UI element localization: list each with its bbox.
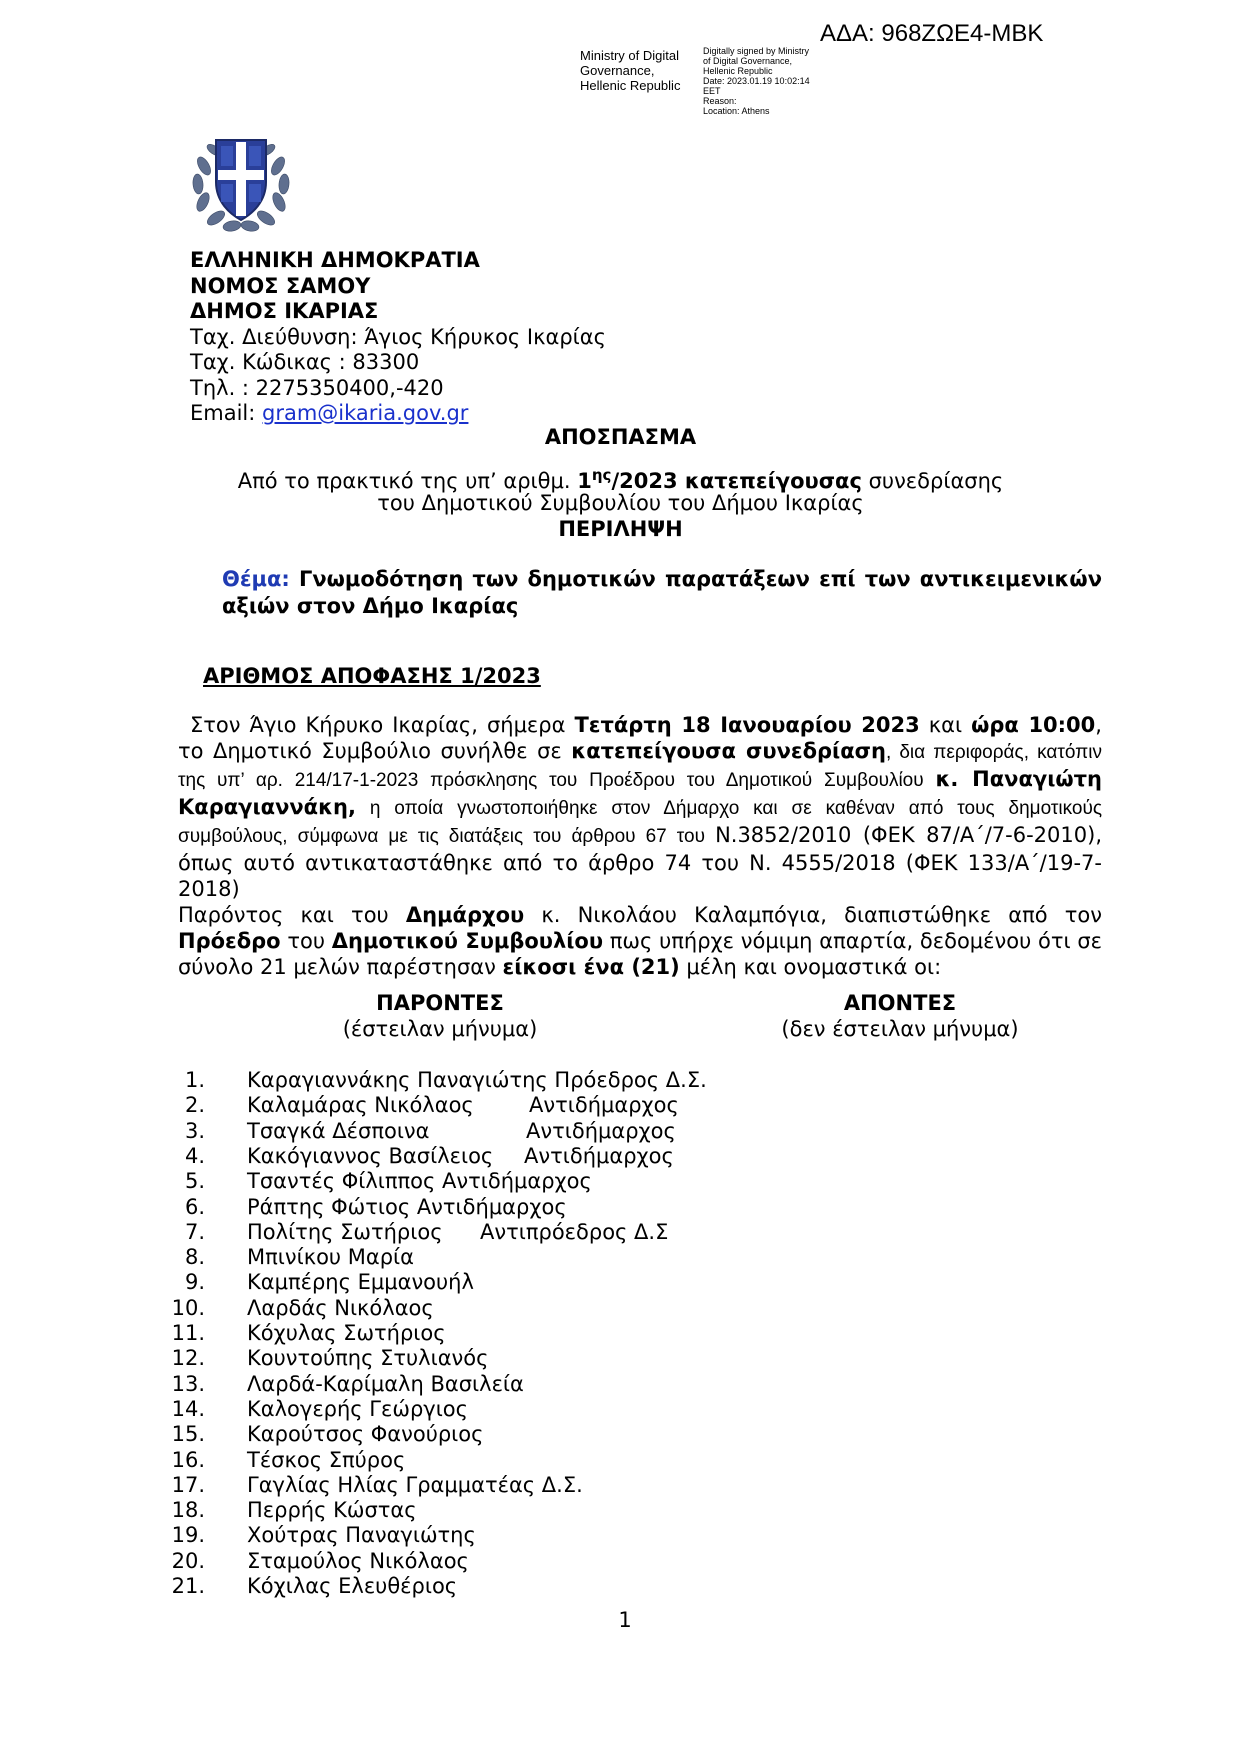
member-number: 13. (171, 1371, 205, 1396)
body-text-span: , το Δημοτικό Συμβούλιο συνήλθε σε (178, 713, 1102, 763)
attendance-count: είκοσι ένα (21) (502, 955, 680, 979)
member-name: Λαρδά-Καρίμαλη Βασιλεία (247, 1371, 524, 1396)
body-text-span: του (280, 929, 332, 953)
extract-title: ΑΠΟΣΠΑΣΜΑ (544, 425, 697, 449)
signature-detail-line: Reason: (703, 96, 737, 106)
body-text-span: η οποία γνωστοποιήθηκε στον Δήμαρχο και σε καθέναν από τους δημοτικούς συμβούλους, σύμφωνα με τις διατάξεις του άρθρου 67 του (178, 798, 1102, 847)
member-role: Αντιπρόεδρος Δ.Σ (480, 1219, 669, 1244)
member-name: Καραγιαννάκης Παναγιώτης Πρόεδρος Δ.Σ. (247, 1068, 707, 1092)
member-name: Κόχυλας Σωτήριος (247, 1321, 446, 1345)
present-heading: ΠΑΡΟΝΤΕΣ (376, 991, 504, 1015)
member-role: Αντιδήμαρχος (526, 1118, 676, 1143)
member-role: Αντιδήμαρχος (524, 1143, 674, 1168)
absent-subheading: (δεν έστειλαν μήνυμα) (781, 1017, 1019, 1041)
body-text-span: Στον Άγιο Κήρυκο Ικαρίας, σήμερα (190, 713, 575, 737)
council-president-name: κ. Παναγιώτη Καραγιαννάκη, (178, 767, 1102, 819)
member-number: 11. (171, 1321, 205, 1345)
member-name: Καλαμάρας Νικόλαος (247, 1093, 474, 1118)
member-number: 17. (171, 1472, 205, 1497)
body-text-span: Ν.3852/2010 (ΦΕΚ 87/Α΄/7-6-2010), όπως αυτό αντικαταστάθηκε από το άρθρο 74 του Ν. 4555/2018 (ΦΕΚ 133/Α΄/19-7-2018) (178, 823, 1102, 901)
subject-label: Θέμα: (222, 567, 290, 591)
signature-detail-line: EET (703, 86, 721, 96)
council-title: Δημοτικού Συμβουλίου (331, 929, 604, 953)
signature-signer (580, 48, 700, 93)
mayor-title: Δημάρχου (405, 903, 525, 927)
member-name: Κακόγιαννος Βασίλειος (247, 1143, 494, 1168)
municipality-heading: ΔΗΜΟΣ ΙΚΑΡΙΑΣ (190, 299, 379, 323)
body-text-span: πως υπήρχε νόμιμη απαρτία, δεδομένου ότι σε σύνολο 21 μελών παρέστησαν (178, 929, 1102, 979)
body-paragraph-2 (178, 902, 1102, 980)
member-name: Ράπτης Φώτιος Αντιδήμαρχος (247, 1194, 567, 1219)
ada-code: ΑΔΑ: 968ΖΩΕ4-ΜΒΚ (820, 20, 1044, 47)
member-name: Πολίτης Σωτήριος (247, 1219, 443, 1244)
member-name: Τσαγκά Δέσποινα (247, 1118, 430, 1143)
meeting-date: Τετάρτη 18 Ιανουαρίου 2023 (574, 713, 920, 737)
member-name: Τέσκος Σπύρος (247, 1447, 406, 1472)
email-link[interactable]: gram@ikaria.gov.gr (262, 401, 469, 425)
signature-detail-line: Date: 2023.01.19 10:02:14 (703, 76, 810, 86)
letterhead (190, 248, 606, 427)
member-name: Περρής Κώστας (247, 1498, 417, 1523)
member-name: Κόχιλας Ελευθέριος (247, 1574, 458, 1598)
signature-details (703, 46, 823, 116)
body-text-span: μέλη και ονομαστικά οι: (679, 955, 942, 979)
member-number: 2. (184, 1093, 205, 1118)
body-text (178, 712, 1102, 980)
member-name: Κουντούπης Στυλιανός (247, 1346, 489, 1371)
subject (222, 566, 1102, 620)
minutes-year-type: /2023 κατεπείγουσας (611, 469, 862, 493)
member-number: 3. (184, 1118, 205, 1143)
member-name: Λαρδάς Νικόλαος (247, 1295, 434, 1320)
absent-heading: ΑΠΟΝΤΕΣ (843, 991, 957, 1015)
meeting-time: ώρα 10:00 (971, 713, 1096, 737)
minutes-ordinal: ης (591, 466, 612, 484)
member-number: 5. (184, 1169, 205, 1194)
president-title: Πρόεδρο (178, 929, 281, 953)
postal-code: Ταχ. Κώδικας : 83300 (190, 350, 420, 374)
member-number: 7. (184, 1219, 205, 1244)
minutes-number: 1 (577, 469, 592, 493)
meeting-type: κατεπείγουσα συνεδρίαση (571, 739, 886, 763)
signature-signer-line: Ministry of Digital (580, 48, 679, 63)
email-label: Email: (190, 401, 263, 425)
postal-address: Ταχ. Διεύθυνση: Άγιος Κήρυκος Ικαρίας (190, 324, 606, 349)
member-number: 9. (184, 1270, 205, 1295)
body-text-span: , δια περιφοράς, κατόπιν της υπ’ αρ. 214/17-1-2023 πρόσκλησης του Προέδρου του Δημοτικού Συμβουλίου (178, 742, 1102, 791)
signature-signer-line: Hellenic Republic (580, 78, 681, 93)
country-heading: ΕΛΛΗΝΙΚΗ ΔΗΜΟΚΡΑΤΙΑ (190, 248, 480, 272)
member-name: Καρούτσος Φανούριος (247, 1422, 484, 1447)
signature-detail-line: Location: Athens (703, 106, 770, 116)
member-number: 18. (171, 1498, 205, 1523)
member-name: Μπινίκου Μαρία (247, 1245, 414, 1270)
member-number: 20. (171, 1548, 205, 1573)
member-number: 1. (184, 1068, 205, 1092)
body-paragraph-1 (178, 712, 1102, 902)
minutes-prefix: Από το πρακτικό της υπ’ αριθμ. (237, 469, 578, 493)
body-text-span: και (919, 713, 972, 737)
member-number: 8. (184, 1245, 205, 1270)
member-number: 10. (171, 1295, 205, 1320)
subject-text: Γνωμοδότηση των δημοτικών παρατάξεων επί των αντικειμενικών αξιών στον Δήμο Ικαρίας (222, 567, 1102, 618)
minutes-suffix: συνεδρίασης (861, 469, 1004, 493)
signature-detail-line: Digitally signed by Ministry (703, 46, 810, 56)
member-role: Αντιδήμαρχος (529, 1093, 679, 1118)
prefecture-heading: ΝΟΜΟΣ ΣΑΜΟΥ (190, 273, 371, 298)
member-name: Σταμούλος Νικόλαος (247, 1548, 469, 1573)
member-number: 15. (171, 1422, 205, 1447)
member-number: 12. (171, 1346, 205, 1371)
member-name: Χούτρας Παναγιώτης (247, 1523, 476, 1548)
signature-detail-line: Hellenic Republic (703, 66, 773, 76)
body-text-span: κ. Νικολάου Καλαμπόγια, διαπιστώθηκε από τον (524, 903, 1102, 927)
member-name: Τσαντές Φίλιππος Αντιδήμαρχος (247, 1169, 592, 1194)
present-subheading: (έστειλαν μήνυμα) (342, 1017, 538, 1041)
council-line: του Δημοτικού Συμβουλίου του Δήμου Ικαρίας (377, 491, 864, 515)
body-text-span: Παρόντος και του (178, 903, 406, 927)
member-number: 14. (171, 1396, 205, 1421)
email-line (190, 401, 606, 427)
hellenic-republic-emblem (186, 126, 296, 236)
signature-signer-line: Governance, (580, 63, 655, 78)
member-number: 21. (171, 1574, 205, 1598)
member-name: Γαγλίας Ηλίας Γραμματέας Δ.Σ. (247, 1472, 583, 1497)
signature-detail-line: of Digital Governance, (703, 56, 793, 66)
member-name: Καλογερής Γεώργιος (247, 1396, 468, 1421)
member-number: 6. (184, 1194, 205, 1219)
member-number: 16. (171, 1447, 205, 1472)
page-number: 1 (618, 1608, 632, 1632)
summary-title: ΠΕΡΙΛΗΨΗ (558, 517, 683, 541)
member-number: 4. (184, 1143, 205, 1168)
member-number: 19. (171, 1523, 205, 1548)
member-name: Καμπέρης Εμμανουήλ (247, 1270, 474, 1295)
phone-number: Τηλ. : 2275350400,-420 (190, 375, 444, 400)
decision-number: ΑΡΙΘΜΟΣ ΑΠΟΦΑΣΗΣ 1/2023 (203, 664, 541, 688)
